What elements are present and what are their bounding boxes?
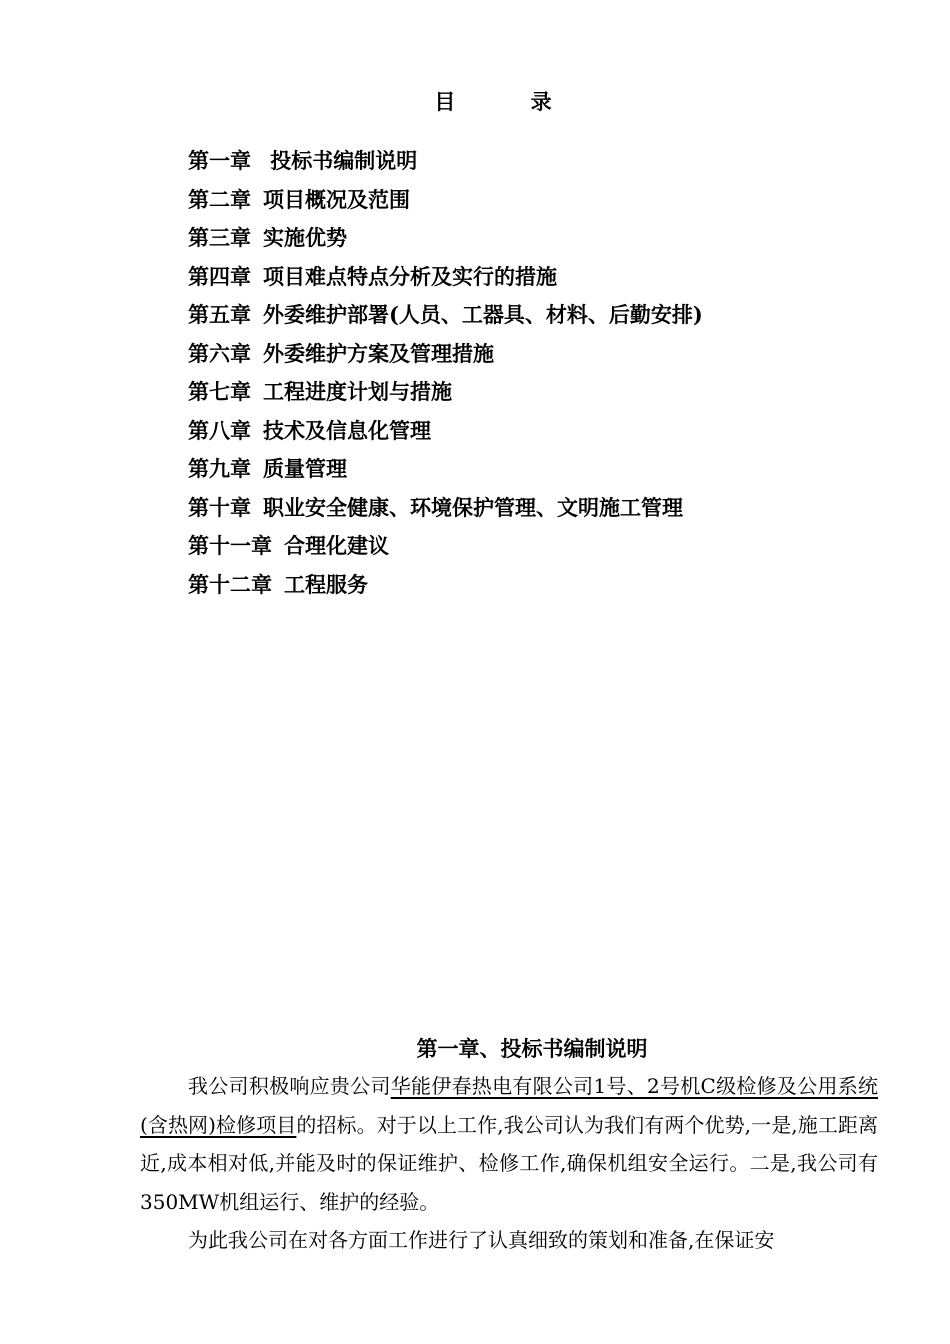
toc-item-text: 质量管理 [263,456,347,481]
toc-item-11 [188,527,703,566]
toc-item-7 [188,373,703,412]
toc-item-text: 项目难点特点分析及实行的措施 [263,263,557,289]
toc-item-text: 工程服务 [284,571,368,597]
toc-item-number: 第四章 [188,263,251,289]
chapter-1-paragraph-2: 为此我公司在对各方面工作进行了认真细致的策划和准备,在保证安 [188,1228,775,1252]
toc-item-text: 外委维护部署(人员、工器具、材料、后勤安排) [263,302,703,327]
toc-item-text: 投标书编制说明 [263,148,418,173]
toc-item-number: 第十一章 [188,533,272,558]
toc-item-5 [188,296,703,335]
toc-item-8 [188,412,703,451]
toc-item-text: 职业安全健康、环境保护管理、文明施工管理 [263,494,683,520]
toc-item-12 [188,566,703,605]
toc-item-3 [188,219,703,258]
chapter-1-paragraph-1 [140,1067,878,1221]
toc-item-6 [188,335,703,374]
toc-item-number: 第三章 [188,225,251,250]
toc-item-number: 第七章 [188,379,251,404]
toc-item-9 [188,450,703,489]
toc-item-number: 第六章 [188,340,251,366]
toc-list [188,142,703,604]
paragraph-text: 的招标。对于以上工作,我公司认为我们有两个优势,一是,施工距离近,成本相对低,并能及时的保证维护、检修工作,确保机组安全运行。二是,我公司有350MW机组运行、维护的经验。 [140,1112,878,1214]
toc-item-text: 项目概况及范围 [263,186,410,212]
toc-item-number: 第五章 [188,302,251,327]
toc-item-text: 外委维护方案及管理措施 [263,340,494,366]
toc-item-number: 第十二章 [188,571,272,597]
toc-item-2 [188,181,703,220]
toc-item-number: 第十章 [188,494,251,520]
toc-item-1 [188,142,703,181]
toc-item-text: 合理化建议 [284,533,389,558]
chapter-1-heading: 第一章、投标书编制说明 [416,1036,648,1061]
toc-item-4 [188,258,703,297]
toc-title: 目 录 [434,89,586,114]
toc-item-10 [188,489,703,528]
toc-item-text: 技术及信息化管理 [263,417,431,443]
project-name-underlined: 华能伊春热电有限公司1号、2号机C级检修及公用系统(含热网)检修项目 [140,1074,878,1137]
toc-item-number: 第九章 [188,456,251,481]
toc-item-number: 第一章 [188,148,251,173]
toc-item-text: 实施优势 [263,225,347,250]
toc-item-text: 工程进度计划与措施 [263,379,452,404]
toc-item-number: 第二章 [188,186,251,212]
toc-item-number: 第八章 [188,417,251,443]
paragraph-text: 我公司积极响应贵公司 [188,1074,391,1098]
